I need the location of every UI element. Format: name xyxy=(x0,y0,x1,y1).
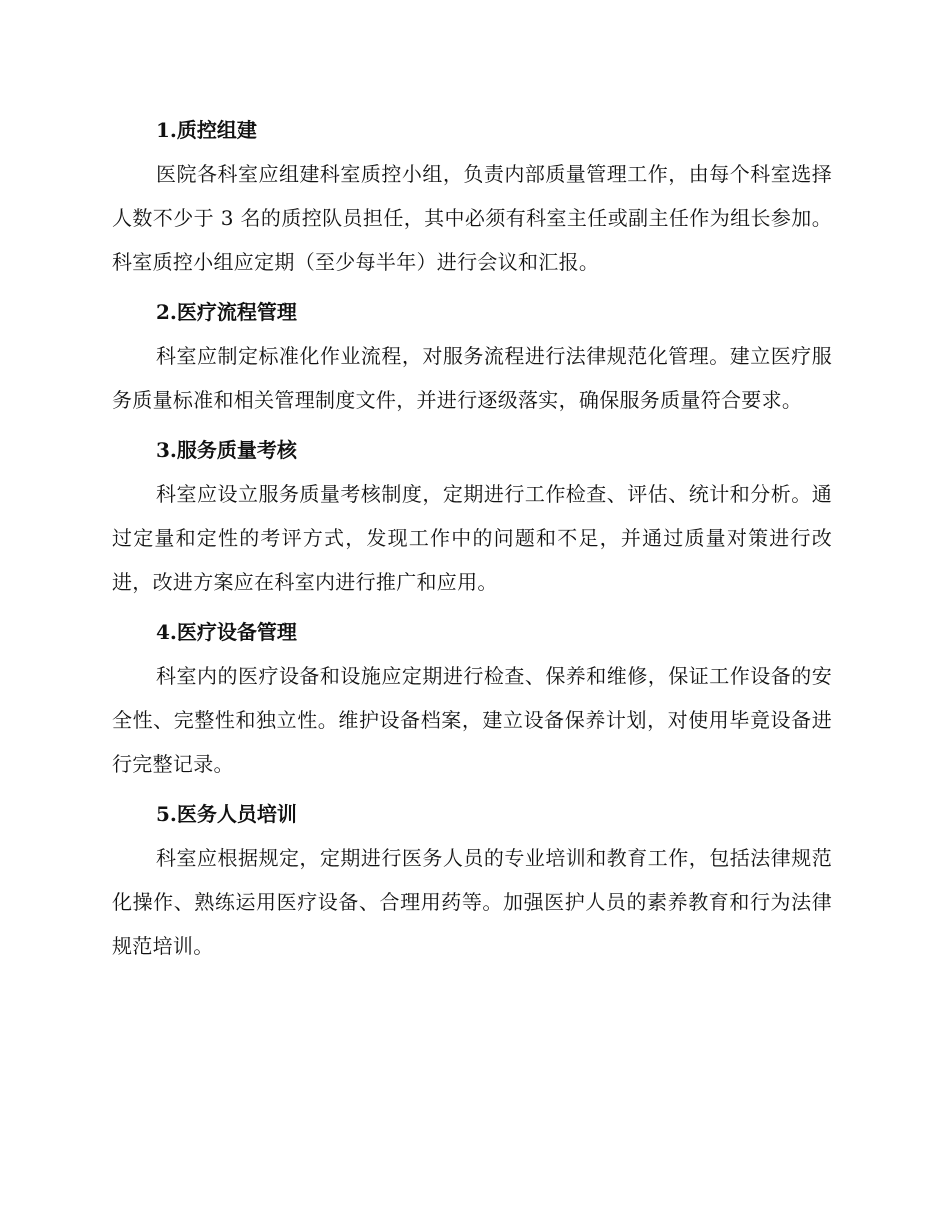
section-body: 医院各科室应组建科室质控小组，负责内部质量管理工作，由每个科室选择人数不少于 3 名的质控队员担任，其中必须有科室主任或副主任作为组长参加。科室质控小组应定期（至少每半年）进行会议和汇报。 xyxy=(112,162,832,274)
section-heading: 2.医疗流程管理 xyxy=(156,300,297,324)
section-medical-staff-training xyxy=(112,792,832,968)
section-heading: 3.服务质量考核 xyxy=(156,438,297,462)
section-medical-equipment-management xyxy=(112,610,832,786)
section-heading: 1.质控组建 xyxy=(156,118,257,142)
section-medical-process-management xyxy=(112,290,832,422)
section-body: 科室应根据规定，定期进行医务人员的专业培训和教育工作，包括法律规范化操作、熟练运用医疗设备、合理用药等。加强医护人员的素养教育和行为法律规范培训。 xyxy=(112,846,832,958)
section-body: 科室应制定标准化作业流程，对服务流程进行法律规范化管理。建立医疗服务质量标准和相关管理制度文件，并进行逐级落实，确保服务质量符合要求。 xyxy=(112,344,832,412)
section-service-quality-assessment xyxy=(112,428,832,604)
section-body: 科室应设立服务质量考核制度，定期进行工作检查、评估、统计和分析。通过定量和定性的考评方式，发现工作中的问题和不足，并通过质量对策进行改进，改进方案应在科室内进行推广和应用。 xyxy=(112,482,832,594)
section-heading: 5.医务人员培训 xyxy=(156,802,297,826)
document-content xyxy=(112,108,832,974)
section-body: 科室内的医疗设备和设施应定期进行检查、保养和维修，保证工作设备的安全性、完整性和独立性。维护设备档案，建立设备保养计划，对使用毕竟设备进行完整记录。 xyxy=(112,664,832,776)
section-quality-control-team xyxy=(112,108,832,284)
section-heading: 4.医疗设备管理 xyxy=(156,620,297,644)
